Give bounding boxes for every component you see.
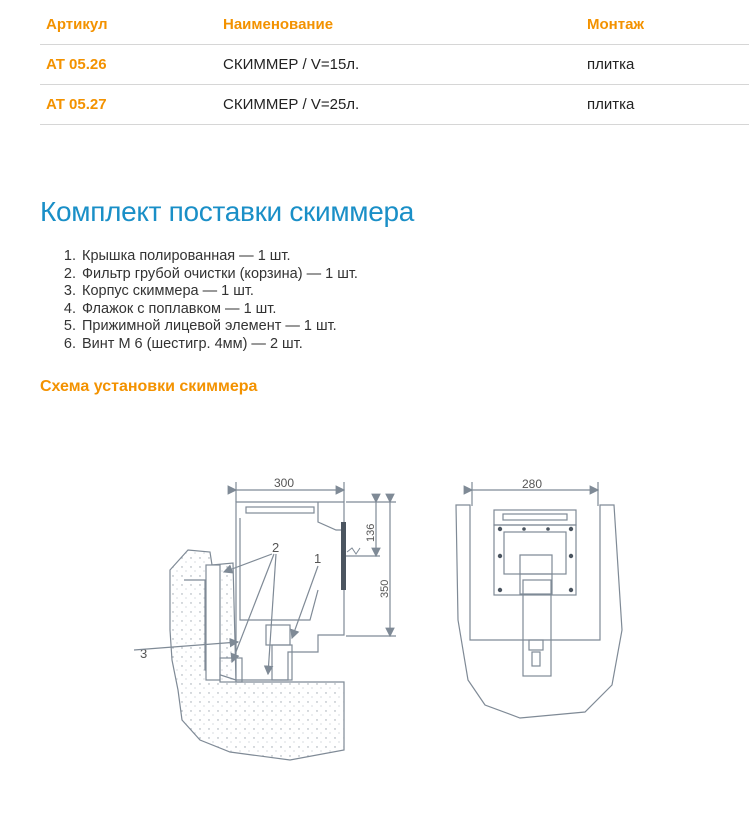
callout-2: 2: [272, 540, 280, 555]
row-article: AT 05.27: [46, 96, 107, 113]
list-item: 1. Крышка полированная — 1 шт.: [80, 248, 358, 266]
callout-3: 3: [140, 646, 148, 661]
front-plate: [341, 522, 346, 590]
dim-350: 350: [379, 579, 391, 598]
row-mount: плитка: [587, 56, 635, 73]
row-name: СКИММЕР / V=25л.: [223, 96, 360, 113]
kit-list: [40, 248, 358, 353]
header-article: Артикул: [46, 16, 108, 33]
header-mount: Монтаж: [587, 16, 645, 33]
row-name: СКИММЕР / V=15л.: [223, 56, 360, 73]
table-row: [40, 85, 749, 125]
callout-1: 1: [314, 551, 322, 566]
table-row: [40, 45, 749, 85]
skimmer-body: [236, 502, 344, 680]
front-view: [456, 477, 622, 718]
row-mount: плитка: [587, 96, 635, 113]
header-name: Наименование: [223, 16, 334, 33]
dim-136: 136: [365, 523, 377, 542]
list-item: 3. Корпус скиммера — 1 шт.: [80, 283, 358, 301]
screws: [498, 527, 573, 592]
product-table: [40, 10, 749, 125]
scheme-title: Схема установки скиммера: [40, 378, 258, 395]
kit-title: Комплект поставки скиммера: [40, 196, 415, 227]
table-header: [40, 10, 749, 45]
row-article: AT 05.26: [46, 56, 107, 73]
side-view: [134, 476, 396, 760]
list-item: 6. Винт М 6 (шестигр. 4мм) — 2 шт.: [80, 336, 358, 354]
list-item: 4. Флажок с поплавком — 1 шт.: [80, 301, 358, 319]
front-outline: [456, 505, 622, 718]
dim-width-right: 280: [522, 477, 543, 491]
list-item: 5. Прижимной лицевой элемент — 1 шт.: [80, 318, 358, 336]
dim-width-left: 300: [274, 476, 295, 490]
wall-band: [206, 565, 220, 680]
installation-diagram: [0, 430, 754, 830]
list-item: 2. Фильтр грубой очистки (корзина) — 1 шт.: [80, 266, 358, 284]
